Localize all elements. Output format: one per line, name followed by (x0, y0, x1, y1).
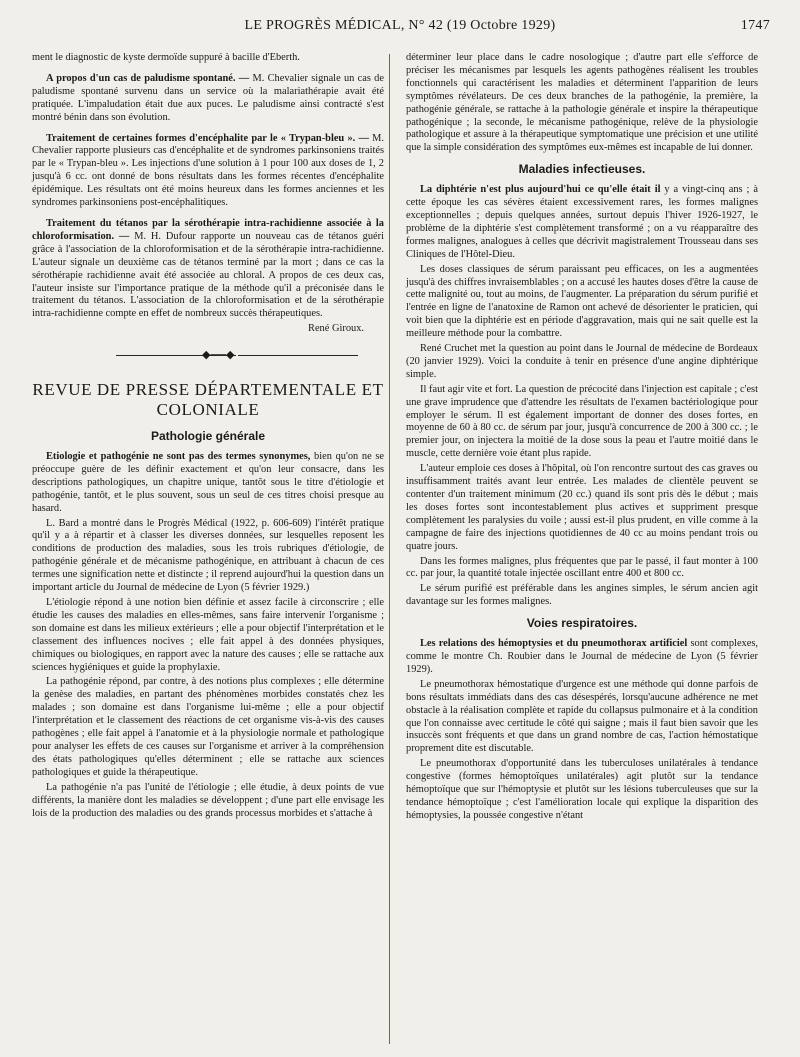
article-body: y a vingt-cinq ans ; à cette époque les cas sévères étaient excessivement rares, les formes malignes exceptionnelles ; depuis quelques années, surtout depuis l'hiver 1926-1927, le problème de la diphtérie s'est complètement transformé ; on a vu réapparaître des formes malignes, analogues à celles que décrivit magistralement Trousseau dans ses Cliniques de l'Hôtel-Dieu. (406, 184, 758, 260)
paragraph: déterminer leur place dans le cadre nosologique ; d'autre part elle s'efforce de préciser les mécanismes par lesquels les agents pathogènes réalisent les troubles fonctionnels qui caractérisent les maladies et déterminent l'apparition de leurs symptômes révélateurs. De ces deux branches de la pathogénie, la première, la pathogénie générale, se rattache à la pathologie générale et inspire la thérapeutique pathogénique ; la seconde, le mécanisme pathogénique, relève de la physiologie pathologique et assure à la thérapeutique symptomatique une précision et une utilité que la simple considération des symptômes eux-mêmes est incapable de lui donner. (406, 52, 758, 154)
article-encephalite (32, 133, 384, 210)
column-divider (389, 54, 390, 1044)
right-column (406, 52, 758, 825)
left-column (32, 52, 384, 822)
article-body: M. H. Dufour rapporte un nouveau cas de tétanos guéri grâce à l'association de la chloroformisation et de la sérothérapie intra-rachidienne. L'auteur signale un deuxième cas de tétanos terminé par la mort ; dans ce cas la sérothérapie rachidienne avait été associée au chloral. A propos de ces deux cas, l'auteur insiste sur l'importance pratique de la méthode qu'il a préconisée dans le traitement du tétanos. L'association de la chloroformisation et de la sérothérapie intra-rachidienne compte en effet de nombreux succès thérapeutiques. (32, 230, 384, 320)
article-diphterie (406, 184, 758, 261)
article-paludisme (32, 73, 384, 125)
article-title: Etiologie et pathogénie ne sont pas des termes synonymes, (46, 451, 311, 463)
paragraph: L. Bard a montré dans le Progrès Médical (1922, p. 606-609) l'intérêt pratique qu'il y a à répartir et à classer les diverses données, sur lesquelles reposent les conditions de production des maladies, sous les trois rubriques d'étiologie, de pathogénie générale et de mécanisme pathogénique, en attribuant à chacun de ces termes une signification nette et distincte ; il reprend aujourd'hui la question dans un important article du Journal de médecine de Lyon (5 février 1929.) (32, 517, 384, 594)
article-tetanos (32, 218, 384, 321)
paragraph: Il faut agir vite et fort. La question de précocité dans l'injection est capitale ; c'est une grave imprudence que d'attendre les résultats de l'examen bactériologique pour employer le sérum. Il est également important de donner des doses fortes, en moyenne de 60 à 80 cc. de sérum par jour, jusqu'à concurrence de 200 à 300 cc. ; le premier jour, on injectera la moitié de la dose sous la peau et l'autre moitié dans le muscle, cette dernière voie étant plus rapide. (406, 383, 758, 460)
paragraph: L'auteur emploie ces doses à l'hôpital, où l'on rencontre surtout des cas graves ou insuffisamment traités avant leur entrée. Les malades de clientèle peuvent se contenter d'un traitement minimum (20 cc.) quand ils sont pris dès le début ; mais les doses fortes sont incontestablement plus actives et suppriment presque complètement les paralysies du voile ; aussi est-il plus prudent, en ville comme à la campagne de faire des injections quotidiennes de 40 cc au moins pendant trois ou quatre jours. (406, 463, 758, 552)
article-hemoptysies (406, 638, 758, 677)
running-header (30, 18, 770, 40)
article-body: sont complexes, comme le montre Ch. Roubier dans le Journal de médecine de Lyon (5 février 1929). (406, 638, 759, 675)
paragraph: L'étiologie répond à une notion bien définie et assez facile à circonscrire ; elle étudie les causes des maladies en elles-mêmes, sans faire intervenir l'organisme ; son domaine est dans les milieux extérieurs ; elle a pour objectif l'interprétation et le classement des influences nocives ; elle fait appel à des données physiques, chimiques ou biologiques, en rapport avec la nature des causes ; elle se rattache aux sciences hygiéniques et guide la prophylaxie. (32, 597, 384, 673)
journal-title: LE PROGRÈS MÉDICAL, N° 42 (19 Octobre 1929) (244, 18, 556, 33)
ornament-divider (32, 348, 384, 362)
paragraph: Les doses classiques de sérum paraissant peu efficaces, on les a augmentées jusqu'à des chiffres invraisemblables ; on a accusé les hautes doses d'être la cause de cette malignité ou, tout au moins, de l'augmenter. La préparation du sérum purifié et l'entrée en ligne de l'anatoxine de Ramon ont achevé de désorienter le praticien, qui voit bien que la diphtérie est en période d'aggravation, mais qui ne sait quelle est la meilleure méthode pour la combattre. (406, 263, 758, 340)
article-body: bien qu'on ne se préoccupe guère de les définir exactement et qu'on leur consacre, dans les descriptions pathologiques, un chapitre unique, tantôt sous le titre d'étiologie et pathogénie, tantôt, et le plus souvent, sous un seul de ces titres choisi presque au hasard. (32, 451, 384, 514)
page-number: 1747 (740, 18, 770, 33)
article-etiologie (32, 451, 384, 516)
article-body: M. Chevalier rapporte plusieurs cas d'encéphalite et de syndromes parkinsoniens traités par le « Trypan-bleu ». Les injections d'une solution à 1 pour 100 aux doses de 1, 2 jusqu'à 6 cc. ont donné de bons résultats dans les formes récentes d'encéphalite épidémique. Les résultats ont été moins heureux dans les formes anciennes et les syndromes parkinsoniens post-encéphalitiques. (32, 132, 384, 209)
section-heading: Voies respiratoires. (526, 616, 638, 631)
section-heading: Pathologie générale (150, 429, 266, 444)
revue-title: REVUE DE PRESSE DÉPARTEMENTALE ET COLONIALE (32, 380, 384, 420)
article-title: A propos d'un cas de paludisme spontané. — (46, 72, 250, 84)
paragraph: ment le diagnostic de kyste dermoïde suppuré à bacille d'Eberth. (32, 52, 300, 63)
paragraph: Le pneumothorax d'opportunité dans les tuberculoses unilatérales à tendance congestive (formes hémoptoïques unilatérales) agit plutôt sur la tendance hémoptoïque que sur l'hémoptysie et plutôt sur les lésions tuberculeuses que sur la tendance hémoptoïque ; c'est l'amélioration locale qui explique la disparition des hémoptysies, la poussée congestive n'étant (406, 758, 758, 821)
paragraph: La pathogénie répond, par contre, à des notions plus complexes ; elle détermine la genèse des maladies, en partant des phénomènes morbides constatés chez les malades ; son domaine est dans l'organisme lui-même ; elle a pour objectif l'interprétation et le classement des réactions de cet organisme vis-à-vis des causes pathogènes ; elle fait appel à l'anatomie et à la physiologie normale et pathologique pour analyser les effets de ces causes sur l'organisme et arriver à la compréhension des états pathologiques qu'elles déterminent ; elle se rattache aux sciences pathologiques et guide la thérapeutique. (32, 676, 384, 778)
paragraph: Le sérum purifié est préférable dans les angines simples, le sérum ancien agit davantage sur les formes malignes. (406, 583, 758, 608)
article-body: M. Chevalier signale un cas de paludisme spontané survenu dans un service où la malariathérapie avait été pratiquée. L'impaludation était due aux puces. Le paludisme ainsi contracté s'est montré bénin dans son évolution. (32, 72, 384, 123)
signature: René Giroux. (308, 323, 364, 335)
article-title: Les relations des hémoptysies et du pneumothorax artificiel (420, 638, 688, 650)
section-heading: Maladies infectieuses. (518, 162, 646, 177)
paragraph: Le pneumothorax hémostatique d'urgence est une méthode qui donne parfois de bons résultats immédiats dans des cas désespérés, lorsqu'aucune adhérence ne met obstacle à la réalisation complète et rapide du collapsus pulmonaire et à la condition que l'on connaisse avec certitude le côté qui saigne ; mais il faut bien savoir que les insuccès sont fréquents et que dans un grand nombre de cas, l'action hémostatique proprement dite est discutable. (406, 678, 758, 755)
ornament-line-right (238, 355, 358, 356)
paragraph: Dans les formes malignes, plus fréquentes que par le passé, il faut monter à 100 cc. par jour, la quantité totale injectée oscillant entre 400 et 800 cc. (406, 555, 758, 580)
paragraph: La pathogénie n'a pas l'unité de l'étiologie ; elle étudie, à deux points de vue différents, la manière dont les maladies se développent ; d'une part elle envisage les lois de la production des maladies ou des grands processus morbides et s'attache à (32, 781, 384, 819)
article-title: Traitement du tétanos par la sérothérapie intra-rachidienne associée à la chloroformisation. — (32, 217, 384, 242)
paragraph: René Cruchet met la question au point dans le Journal de médecine de Bordeaux (20 janvier 1929). Voici la conduite à tenir en présence d'une angine diphtérique simple. (406, 343, 758, 380)
article-title: Traitement de certaines formes d'encéphalite par le « Trypan-bleu ». — (46, 132, 369, 144)
article-title: La diphtérie n'est plus aujourd'hui ce qu'elle était il (420, 184, 661, 196)
ornament-diamond-icon: ◆──◆ (202, 349, 235, 362)
